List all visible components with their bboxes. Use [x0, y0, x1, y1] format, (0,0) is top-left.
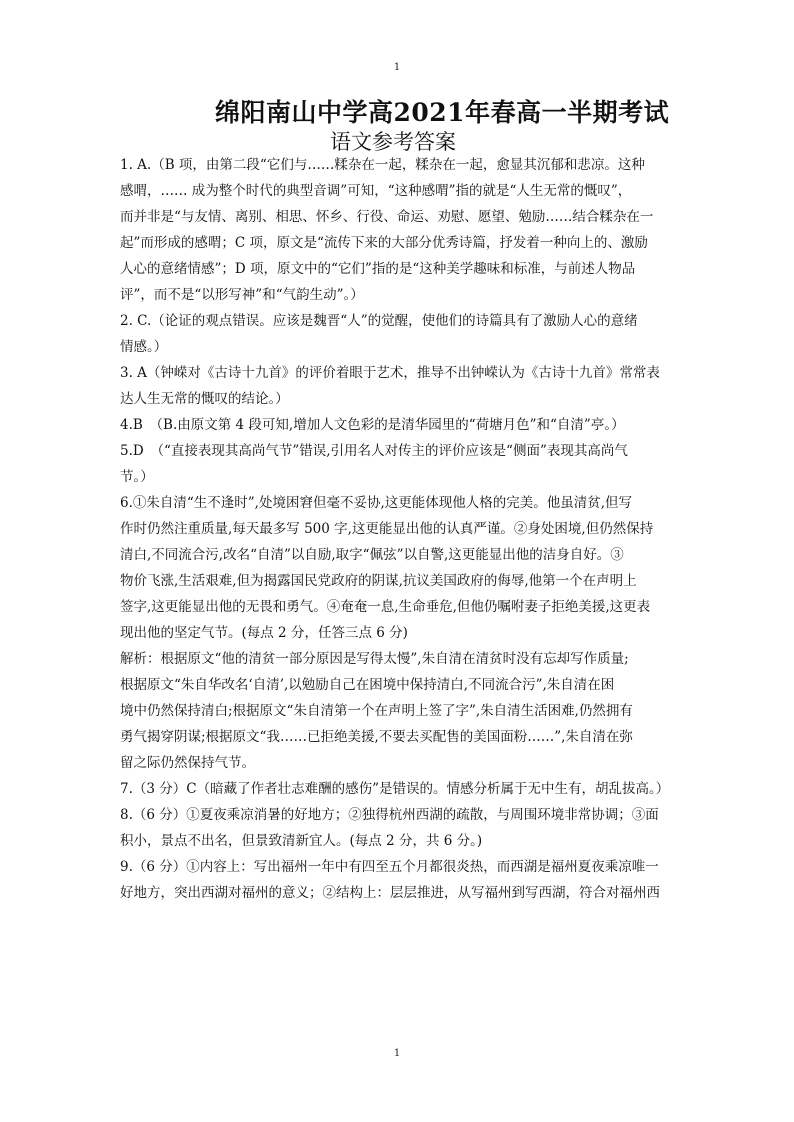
text-line: 清白,不同流合污,改名“自清”以自励,取字“佩弦”以自警,这更能显出他的洁身自好。③ [120, 547, 624, 563]
text-line: 作时仍然注重质量,每天最多写 500 字,这更能显出他的认真严谨。②身处困境,但仍然保持 [120, 521, 654, 537]
text-line: 情感。） [120, 339, 168, 355]
answer-paragraph [120, 308, 680, 360]
text-line: 评”，而不是“以形写神”和“气韵生动”。） [120, 287, 364, 303]
page-number-top: 1 [393, 62, 401, 73]
text-line: 现出他的坚定气节。(每点 2 分，任答三点 6 分) [120, 625, 408, 641]
text-line: 2. C.（论证的观点错误。应该是魏晋“人”的觉醒，使他们的诗篇具有了激励人心的意绪 [120, 313, 638, 329]
text-line: 9.（6 分）①内容上：写出福州一年中有四至五个月都很炎热，而西湖是福州夏夜乘凉唯一 [120, 859, 659, 875]
text-line: 3. A（钟嵘对《古诗十九首》的评价着眼于艺术，推导不出钟嵘认为《古诗十九首》常常表 [120, 365, 660, 381]
document-title: 绵阳南山中学高2021年春高一半期考试 [215, 98, 670, 127]
answer-paragraph [120, 776, 680, 802]
text-line: 物价飞涨,生活艰难,但为揭露国民党政府的阴谋,抗议美国政府的侮辱,他第一个在声明上 [120, 573, 637, 589]
text-line: 人心的意绪情感”；D 项，原文中的“它们”指的是“这种美学趣味和标准，与前述人物品 [120, 261, 636, 277]
answer-paragraph [120, 152, 680, 308]
text-line: 节。） [120, 469, 154, 485]
text-line: 而并非是“与友情、离别、相思、怀乡、行役、命运、劝慰、愿望、勉励……结合糅杂在一 [120, 209, 654, 225]
text-line: 境中仍然保持清白;根据原文“朱自清第一个在声明上签了字”,朱自清生活困难,仍然拥有 [120, 703, 633, 719]
text-line: 签字,这更能显出他的无畏和勇气。④奄奄一息,生命垂危,但他仍嘱咐妻子拒绝美援,这更表 [120, 599, 651, 615]
text-line: 解析：根据原文“他的清贫一部分原因是写得太慢”,朱自清在清贫时没有忘却写作质量; [120, 651, 629, 667]
text-line: 留之际仍然保持气节。 [120, 755, 255, 771]
text-line: 6.①朱自清“生不逢时”,处境困窘但毫不妥协,这更能体现他人格的完美。他虽清贫,但写 [120, 495, 633, 511]
answer-paragraph [120, 802, 680, 854]
answer-paragraph [120, 490, 680, 646]
page-number-bottom: 1 [393, 1048, 401, 1059]
text-line: 4.B （B.由原文第 4 段可知,增加人文色彩的是清华园里的“荷塘月色”和“自清”亭。） [120, 417, 625, 433]
answer-body [120, 152, 680, 906]
text-line: 根据原文“朱自华改名‘自清’,以勉励自己在困境中保持清白,不同流合污”,朱自清在困 [120, 677, 615, 693]
answer-paragraph [120, 412, 680, 438]
answer-paragraph [120, 646, 680, 776]
document-subtitle: 语文参考答案 [330, 130, 456, 154]
text-line: 好地方，突出西湖对福州的意义；②结构上：层层推进，从写福州到写西湖，符合对福州西 [120, 885, 660, 901]
text-line: 勇气揭穿阴谋;根据原文“我……已拒绝美援,不要去买配售的美国面粉……”,朱自清在弥 [120, 729, 633, 745]
text-line: 达人生无常的慨叹的结论。） [120, 391, 289, 407]
answer-paragraph [120, 438, 680, 490]
text-line: 7.（3 分）C（暗藏了作者壮志难酬的感伤”是错误的。情感分析属于无中生有，胡乱拔高。） [120, 781, 670, 797]
text-line: 起”而形成的感喟；C 项，原文是“流传下来的大部分优秀诗篇，抒发着一种向上的、激励 [120, 235, 648, 251]
answer-paragraph [120, 360, 680, 412]
text-line: 5.D （“直接表现其高尚气节”错误,引用名人对传主的评价应该是“侧面”表现其高尚气 [120, 443, 628, 459]
text-line: 感喟，…… 成为整个时代的典型音调”可知，“这种感喟”指的就是“人生无常的慨叹”， [120, 183, 632, 199]
text-line: 8.（6 分）①夏夜乘凉消暑的好地方；②独得杭州西湖的疏散，与周围环境非常协调；③面 [120, 807, 659, 823]
answer-paragraph [120, 854, 680, 906]
text-line: 1. A.（B 项，由第二段“它们与……糅杂在一起，糅杂在一起，愈显其沉郁和悲凉。这种 [120, 157, 645, 173]
text-line: 积小，景点不出名，但景致清新宜人。(每点 2 分，共 6 分。) [120, 833, 483, 849]
